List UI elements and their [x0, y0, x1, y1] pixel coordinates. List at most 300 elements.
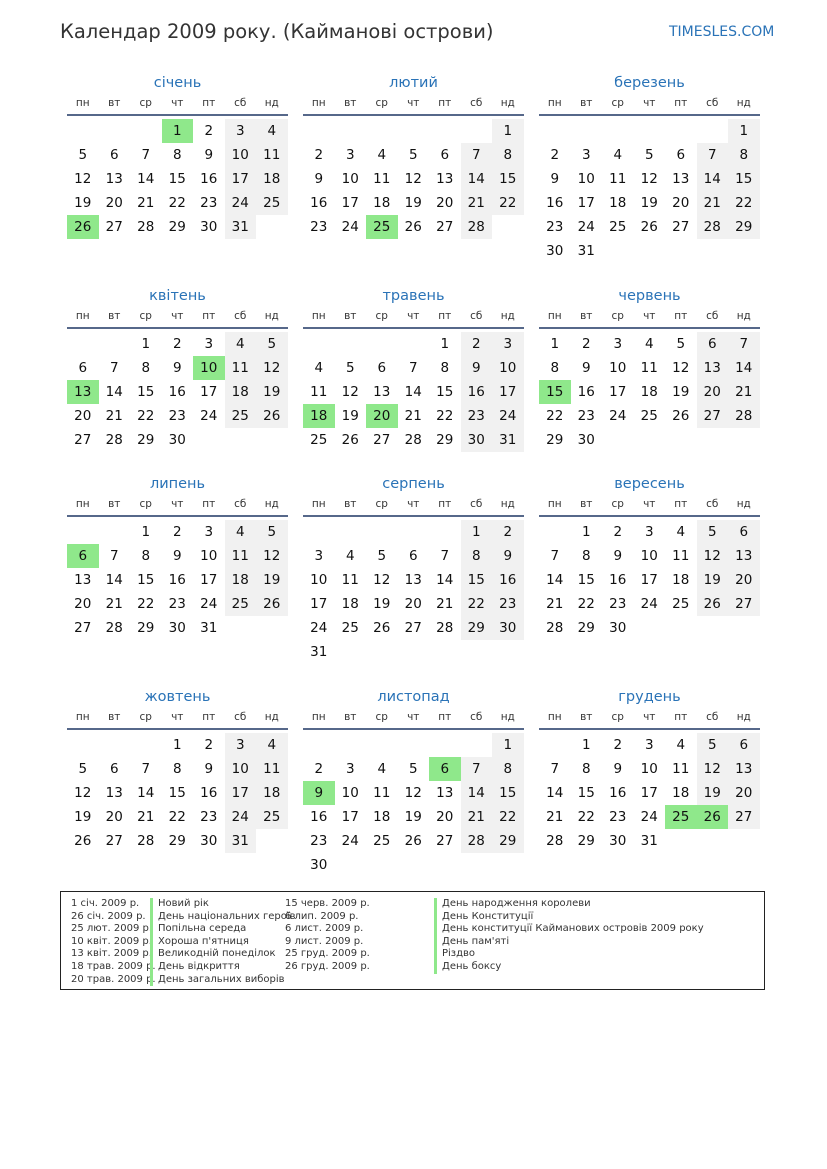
day-cell: 30 — [200, 219, 218, 235]
weekday-label: ср — [611, 97, 624, 109]
day-cell: 7 — [440, 548, 450, 564]
weekday-label: пт — [202, 711, 216, 723]
day-cell: 23 — [609, 809, 627, 825]
legend-date: 25 лют. 2009 р. — [71, 923, 153, 935]
day-cell: 14 — [461, 167, 493, 191]
day-cell: 17 — [225, 781, 257, 805]
day-cell: 28 — [728, 404, 760, 428]
weekday-label: ср — [375, 498, 388, 510]
day-cell: 15 — [492, 167, 524, 191]
legend-date: 1 січ. 2009 р. — [71, 898, 140, 909]
day-cell: 30 — [461, 428, 493, 452]
day-cell: 12 — [74, 785, 92, 801]
day-cell: 3 — [204, 336, 214, 352]
month-name: травень — [382, 288, 445, 304]
holiday-day-cell: 20 — [366, 404, 398, 428]
day-cell: 6 — [377, 360, 387, 376]
day-cell: 13 — [105, 171, 123, 187]
day-cell: 15 — [168, 171, 186, 187]
day-cell: 5 — [256, 520, 288, 544]
day-cell: 5 — [256, 332, 288, 356]
legend-date: 15 черв. 2009 р. — [285, 898, 370, 909]
weekday-label: вт — [344, 97, 357, 109]
day-cell: 9 — [172, 548, 182, 564]
day-cell: 8 — [141, 360, 151, 376]
weekday-label: пн — [75, 97, 90, 109]
day-cell: 24 — [200, 408, 218, 424]
day-cell: 9 — [613, 548, 623, 564]
day-cell: 13 — [404, 572, 422, 588]
legend-date: 6 лип. 2009 р. — [285, 910, 359, 922]
day-cell: 29 — [137, 620, 155, 636]
day-cell: 3 — [225, 119, 257, 143]
weekday-label: сб — [234, 310, 247, 322]
day-cell: 1 — [728, 119, 760, 143]
day-cell: 26 — [74, 833, 92, 849]
day-cell: 28 — [461, 215, 493, 239]
legend-date: 26 січ. 2009 р. — [71, 910, 146, 922]
day-cell: 1 — [141, 524, 151, 540]
day-cell: 17 — [200, 572, 218, 588]
day-cell: 24 — [310, 620, 328, 636]
day-cell: 16 — [577, 384, 595, 400]
month-name: липень — [149, 476, 206, 492]
day-cell: 5 — [345, 360, 355, 376]
day-cell: 18 — [672, 785, 690, 801]
brand-link[interactable]: TIMESLES.COM — [669, 24, 775, 40]
day-cell: 5 — [377, 548, 387, 564]
day-cell: 16 — [310, 195, 328, 211]
day-cell: 1 — [440, 336, 450, 352]
day-cell: 11 — [256, 757, 288, 781]
weekday-label: чт — [407, 310, 420, 322]
day-cell: 10 — [225, 143, 257, 167]
day-cell: 1 — [581, 737, 591, 753]
month-name: січень — [153, 75, 202, 91]
day-cell: 18 — [256, 781, 288, 805]
day-cell: 18 — [341, 596, 359, 612]
day-cell: 13 — [436, 785, 454, 801]
day-cell: 6 — [440, 147, 450, 163]
day-cell: 27 — [728, 592, 760, 616]
day-cell: 9 — [581, 360, 591, 376]
day-cell: 28 — [404, 432, 422, 448]
weekday-label: вт — [108, 711, 121, 723]
day-cell: 6 — [697, 332, 729, 356]
weekday-label: ср — [139, 310, 152, 322]
weekday-label: вт — [344, 310, 357, 322]
legend-holiday-name: День відкриття — [150, 961, 240, 974]
weekday-label: чт — [643, 97, 656, 109]
legend-holiday-name: День національних героїв — [150, 911, 296, 924]
legend-holiday-name: День загальних виборів — [150, 974, 285, 987]
day-cell: 4 — [225, 332, 257, 356]
day-cell: 20 — [74, 596, 92, 612]
day-cell: 5 — [644, 147, 654, 163]
day-cell: 31 — [225, 215, 257, 239]
day-cell: 3 — [613, 336, 623, 352]
day-cell: 30 — [609, 620, 627, 636]
day-cell: 2 — [461, 332, 493, 356]
month-2 — [303, 73, 524, 263]
legend-date: 18 трав. 2009 р. — [71, 961, 156, 972]
month-7 — [67, 474, 288, 664]
day-cell: 7 — [109, 360, 119, 376]
day-cell: 1 — [141, 336, 151, 352]
day-cell: 1 — [492, 119, 524, 143]
day-cell: 2 — [314, 147, 324, 163]
day-cell: 9 — [314, 171, 324, 187]
weekday-label: пн — [75, 711, 90, 723]
day-cell: 8 — [461, 544, 493, 568]
day-cell: 12 — [256, 356, 288, 380]
day-cell: 15 — [137, 384, 155, 400]
weekday-label: пт — [438, 498, 452, 510]
day-cell: 6 — [728, 733, 760, 757]
day-cell: 29 — [546, 432, 564, 448]
day-cell: 19 — [256, 380, 288, 404]
day-cell: 14 — [546, 785, 564, 801]
day-cell: 21 — [546, 596, 564, 612]
day-cell: 19 — [672, 384, 690, 400]
holiday-day-cell: 6 — [67, 544, 99, 568]
day-cell: 26 — [404, 219, 422, 235]
weekday-label: нд — [500, 498, 515, 510]
day-cell: 9 — [204, 761, 214, 777]
header-rule — [67, 515, 288, 517]
day-cell: 25 — [640, 408, 658, 424]
day-cell: 7 — [141, 147, 151, 163]
header-rule — [303, 728, 524, 730]
day-cell: 29 — [436, 432, 454, 448]
day-cell: 13 — [373, 384, 391, 400]
day-cell: 11 — [609, 171, 627, 187]
weekday-label: пн — [311, 310, 326, 322]
header-rule — [67, 327, 288, 329]
day-cell: 21 — [137, 195, 155, 211]
day-cell: 7 — [408, 360, 418, 376]
day-cell: 11 — [672, 761, 690, 777]
weekday-label: сб — [706, 498, 719, 510]
day-cell: 30 — [310, 857, 328, 873]
day-cell: 5 — [697, 520, 729, 544]
weekday-label: пт — [202, 498, 216, 510]
day-cell: 18 — [225, 568, 257, 592]
day-cell: 16 — [310, 809, 328, 825]
day-cell: 2 — [172, 336, 182, 352]
day-cell: 27 — [697, 404, 729, 428]
day-cell: 14 — [461, 781, 493, 805]
month-name: березень — [614, 75, 685, 91]
legend-holiday-name: День народження королеви — [434, 898, 591, 911]
weekday-label: ср — [611, 310, 624, 322]
day-cell: 26 — [697, 592, 729, 616]
day-cell: 20 — [436, 195, 454, 211]
month-1 — [67, 73, 288, 263]
day-cell: 24 — [640, 809, 658, 825]
legend-holiday-name: День Конституції — [434, 911, 533, 924]
day-cell: 18 — [672, 572, 690, 588]
day-cell: 25 — [341, 620, 359, 636]
legend-holiday-name: Хороша п'ятниця — [150, 936, 249, 949]
day-cell: 25 — [310, 432, 328, 448]
header-rule — [303, 327, 524, 329]
day-cell: 10 — [341, 171, 359, 187]
holiday-day-cell: 10 — [193, 356, 225, 380]
day-cell: 16 — [546, 195, 564, 211]
day-cell: 20 — [728, 781, 760, 805]
day-cell: 29 — [728, 215, 760, 239]
day-cell: 25 — [672, 596, 690, 612]
day-cell: 28 — [137, 833, 155, 849]
day-cell: 12 — [256, 544, 288, 568]
month-name: червень — [618, 288, 681, 304]
day-cell: 6 — [109, 147, 119, 163]
day-cell: 4 — [256, 733, 288, 757]
day-cell: 12 — [404, 785, 422, 801]
day-cell: 26 — [341, 432, 359, 448]
weekday-label: ср — [139, 97, 152, 109]
day-cell: 6 — [109, 761, 119, 777]
month-name: лютий — [389, 75, 438, 91]
day-cell: 30 — [200, 833, 218, 849]
weekday-label: сб — [234, 711, 247, 723]
day-cell: 23 — [609, 596, 627, 612]
day-cell: 7 — [109, 548, 119, 564]
day-cell: 31 — [492, 428, 524, 452]
legend-date: 13 квіт. 2009 р. — [71, 948, 152, 960]
day-cell: 4 — [676, 737, 686, 753]
holiday-day-cell: 18 — [303, 404, 335, 428]
day-cell: 30 — [546, 243, 564, 259]
day-cell: 13 — [672, 171, 690, 187]
day-cell: 2 — [581, 336, 591, 352]
day-cell: 28 — [697, 215, 729, 239]
month-12 — [539, 687, 760, 877]
day-cell: 10 — [492, 356, 524, 380]
weekday-label: чт — [171, 310, 184, 322]
day-cell: 27 — [74, 432, 92, 448]
day-cell: 22 — [168, 195, 186, 211]
day-cell: 20 — [105, 195, 123, 211]
day-cell: 15 — [577, 785, 595, 801]
day-cell: 8 — [550, 360, 560, 376]
day-cell: 27 — [672, 219, 690, 235]
day-cell: 14 — [105, 572, 123, 588]
header-rule — [303, 114, 524, 116]
day-cell: 8 — [581, 548, 591, 564]
day-cell: 25 — [373, 833, 391, 849]
day-cell: 1 — [492, 733, 524, 757]
day-cell: 31 — [310, 644, 328, 660]
weekday-label: нд — [264, 498, 279, 510]
day-cell: 19 — [697, 781, 729, 805]
day-cell: 15 — [461, 568, 493, 592]
month-name: листопад — [377, 689, 450, 705]
weekday-label: чт — [643, 711, 656, 723]
day-cell: 16 — [200, 171, 218, 187]
day-cell: 14 — [546, 572, 564, 588]
day-cell: 30 — [492, 616, 524, 640]
weekday-label: пт — [202, 97, 216, 109]
weekday-label: чт — [643, 310, 656, 322]
day-cell: 28 — [436, 620, 454, 636]
legend-date: 20 трав. 2009 р. — [71, 973, 156, 985]
day-cell: 13 — [697, 356, 729, 380]
holiday-day-cell: 25 — [366, 215, 398, 239]
day-cell: 3 — [225, 733, 257, 757]
day-cell: 4 — [644, 336, 654, 352]
day-cell: 13 — [436, 171, 454, 187]
day-cell: 22 — [546, 408, 564, 424]
day-cell: 20 — [697, 380, 729, 404]
day-cell: 19 — [256, 568, 288, 592]
legend-holiday-name: День пам'яті — [434, 936, 509, 949]
day-cell: 10 — [640, 761, 658, 777]
day-cell: 17 — [310, 596, 328, 612]
weekday-label: сб — [470, 498, 483, 510]
day-cell: 20 — [672, 195, 690, 211]
day-cell: 23 — [310, 219, 328, 235]
day-cell: 3 — [345, 147, 355, 163]
day-cell: 14 — [697, 167, 729, 191]
day-cell: 20 — [436, 809, 454, 825]
day-cell: 22 — [577, 596, 595, 612]
day-cell: 10 — [640, 548, 658, 564]
day-cell: 12 — [404, 171, 422, 187]
weekday-label: пт — [438, 97, 452, 109]
day-cell: 5 — [697, 733, 729, 757]
day-cell: 24 — [225, 805, 257, 829]
day-cell: 29 — [168, 833, 186, 849]
day-cell: 10 — [609, 360, 627, 376]
weekday-label: сб — [706, 310, 719, 322]
weekday-label: сб — [706, 97, 719, 109]
day-cell: 8 — [172, 147, 182, 163]
day-cell: 2 — [204, 737, 214, 753]
holiday-day-cell: 26 — [697, 805, 729, 829]
day-cell: 16 — [461, 380, 493, 404]
day-cell: 15 — [168, 785, 186, 801]
day-cell: 10 — [577, 171, 595, 187]
legend-date: 10 квіт. 2009 р. — [71, 935, 152, 947]
day-cell: 15 — [492, 781, 524, 805]
header-rule — [539, 728, 760, 730]
day-cell: 8 — [581, 761, 591, 777]
month-name: грудень — [618, 689, 681, 705]
day-cell: 28 — [105, 620, 123, 636]
weekday-label: чт — [171, 498, 184, 510]
weekday-label: нд — [264, 310, 279, 322]
day-cell: 23 — [546, 219, 564, 235]
day-cell: 3 — [644, 737, 654, 753]
weekday-label: нд — [736, 310, 751, 322]
day-cell: 17 — [225, 167, 257, 191]
day-cell: 7 — [461, 143, 493, 167]
day-cell: 5 — [408, 761, 418, 777]
day-cell: 24 — [200, 596, 218, 612]
month-4 — [67, 286, 288, 476]
weekday-label: чт — [171, 711, 184, 723]
day-cell: 9 — [172, 360, 182, 376]
day-cell: 14 — [137, 785, 155, 801]
day-cell: 17 — [609, 384, 627, 400]
day-cell: 10 — [341, 785, 359, 801]
weekday-label: чт — [407, 498, 420, 510]
weekday-label: пт — [438, 711, 452, 723]
legend-date: 6 лист. 2009 р. — [285, 923, 364, 935]
weekday-label: сб — [470, 97, 483, 109]
day-cell: 22 — [436, 408, 454, 424]
day-cell: 9 — [550, 171, 560, 187]
header-rule — [539, 515, 760, 517]
day-cell: 19 — [640, 195, 658, 211]
day-cell: 21 — [404, 408, 422, 424]
day-cell: 3 — [314, 548, 324, 564]
day-cell: 24 — [341, 833, 359, 849]
day-cell: 2 — [172, 524, 182, 540]
day-cell: 24 — [640, 596, 658, 612]
day-cell: 25 — [225, 592, 257, 616]
day-cell: 27 — [404, 620, 422, 636]
weekday-label: нд — [500, 711, 515, 723]
day-cell: 14 — [105, 384, 123, 400]
day-cell: 11 — [225, 544, 257, 568]
day-cell: 22 — [168, 809, 186, 825]
day-cell: 9 — [204, 147, 214, 163]
day-cell: 24 — [577, 219, 595, 235]
month-10 — [67, 687, 288, 877]
day-cell: 17 — [200, 384, 218, 400]
day-cell: 7 — [550, 548, 560, 564]
day-cell: 8 — [728, 143, 760, 167]
day-cell: 21 — [546, 809, 564, 825]
weekday-label: пт — [674, 310, 688, 322]
weekday-label: нд — [736, 498, 751, 510]
month-11 — [303, 687, 524, 877]
day-cell: 10 — [200, 548, 218, 564]
day-cell: 4 — [345, 548, 355, 564]
day-cell: 11 — [310, 384, 328, 400]
day-cell: 5 — [676, 336, 686, 352]
day-cell: 6 — [78, 360, 88, 376]
month-name: жовтень — [144, 689, 211, 705]
day-cell: 23 — [168, 408, 186, 424]
day-cell: 27 — [105, 833, 123, 849]
day-cell: 3 — [581, 147, 591, 163]
day-cell: 11 — [225, 356, 257, 380]
weekday-label: пн — [547, 97, 562, 109]
day-cell: 26 — [256, 404, 288, 428]
day-cell: 4 — [676, 524, 686, 540]
day-cell: 24 — [225, 191, 257, 215]
day-cell: 10 — [310, 572, 328, 588]
legend-date: 25 груд. 2009 р. — [285, 948, 370, 960]
day-cell: 9 — [492, 544, 524, 568]
weekday-label: чт — [171, 97, 184, 109]
holiday-day-cell: 1 — [162, 119, 194, 143]
day-cell: 30 — [609, 833, 627, 849]
day-cell: 19 — [373, 596, 391, 612]
weekday-label: вт — [580, 310, 593, 322]
weekday-label: пн — [311, 498, 326, 510]
day-cell: 2 — [204, 123, 214, 139]
day-cell: 3 — [644, 524, 654, 540]
day-cell: 5 — [78, 761, 88, 777]
day-cell: 17 — [640, 785, 658, 801]
day-cell: 30 — [577, 432, 595, 448]
day-cell: 13 — [74, 572, 92, 588]
